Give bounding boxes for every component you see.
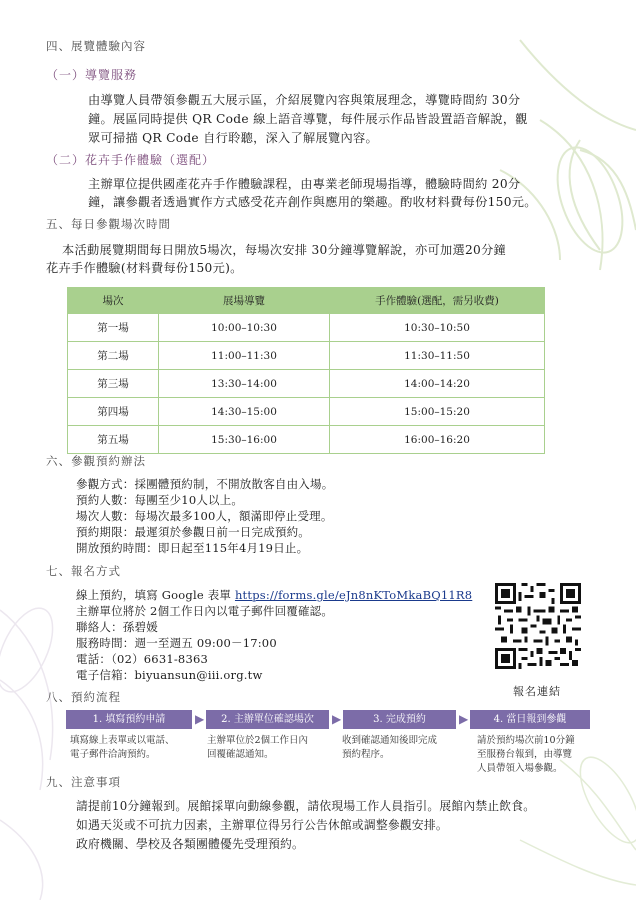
flow-step-4-desc (477, 734, 575, 776)
flow-step-1-desc (70, 734, 175, 762)
qr-caption: 報名連結 (513, 685, 561, 698)
section-6-heading: 六、參觀預約辦法 (46, 454, 146, 468)
sec6-line-4: 預約期限：最遲須於參觀日前一日完成預約。 (76, 525, 310, 539)
arrow-right-icon: ▶ (195, 712, 205, 726)
flow-step-2-desc (207, 734, 308, 762)
cell-workshop: 16:00–16:20 (330, 426, 545, 454)
sec7-line-1 (76, 587, 472, 603)
section-7-heading: 七、報名方式 (46, 564, 121, 578)
section-9-heading: 九、注意事項 (46, 775, 121, 789)
sec7-line-5: 電話：（02）6631-8363 (76, 652, 209, 666)
cell-workshop: 14:00–14:20 (330, 370, 545, 398)
sec6-line-3: 場次人數：每場次最多100人，額滿即停止受理。 (76, 509, 333, 523)
desc-line: 收到確認通知後即完成 (342, 735, 438, 746)
flow-step-3: 3. 完成預約 (343, 710, 456, 729)
table-row (68, 426, 545, 454)
flow-step-1: 1. 填寫預約申請 (66, 710, 192, 729)
sec6-line-1: 參觀方式：採團體預約制，不開放散客自由入場。 (76, 477, 334, 491)
desc-line: 至服務台報到，由導覽 (477, 749, 573, 760)
sub2-line-2: 鐘，讓參觀者透過實作方式感受花卉創作與應用的樂趣。酌收材料費每份150元。 (88, 195, 537, 209)
sub1-line-3: 眾可掃描 QR Code 自行聆聽，深入了解展覽內容。 (88, 131, 378, 145)
desc-line: 請於預約場次前10分鐘 (477, 735, 575, 746)
sub1-line-1: 由導覽人員帶領參觀五大展示區，介紹展覽內容與策展理念，導覽時間約 30分 (88, 93, 521, 107)
cell-session: 第四場 (68, 398, 159, 426)
header-workshop: 手作體驗(選配，需另收費) (330, 288, 545, 314)
arrow-right-icon: ▶ (459, 712, 469, 726)
arrow-right-icon: ▶ (332, 712, 342, 726)
table-row (68, 342, 545, 370)
cell-tour: 10:00–10:30 (159, 314, 330, 342)
cell-workshop: 10:30–10:50 (330, 314, 545, 342)
sec6-line-2: 預約人數：每團至少10人以上。 (76, 493, 244, 507)
cell-workshop: 15:00–15:20 (330, 398, 545, 426)
section-4-sub2-heading: （二）花卉手作體驗（選配） (46, 153, 216, 167)
desc-line: 電子郵件洽詢預約。 (70, 749, 156, 760)
cell-session: 第一場 (68, 314, 159, 342)
section-5-heading: 五、每日參觀場次時間 (46, 217, 171, 231)
section-4-heading: 四、展覽體驗內容 (46, 39, 146, 53)
desc-line: 回覆確認通知。 (207, 749, 274, 760)
sec9-line-2: 如遇天災或不可抗力因素，主辦單位得另行公告休館或調整參觀安排。 (76, 818, 448, 832)
desc-line: 人員帶領入場參觀。 (477, 763, 563, 774)
schedule-table (67, 287, 545, 454)
sec7-line-3: 聯絡人：孫碧媛 (76, 620, 158, 634)
sec7-line-2: 主辦單位將於 2個工作日內以電子郵件回覆確認。 (76, 604, 334, 618)
flow-step-3-desc (342, 734, 437, 762)
sub2-line-1: 主辦單位提供國產花卉手作體驗課程，由專業老師現場指導，體驗時間約 20分 (88, 177, 521, 191)
section-8-heading: 八、預約流程 (46, 690, 121, 704)
sec7-line-4: 服務時間：週一至週五 09:00－17:00 (76, 636, 277, 650)
cell-tour: 13:30–14:00 (159, 370, 330, 398)
table-row (68, 314, 545, 342)
sec6-line-5: 開放預約時間：即日起至115年4月19日止。 (76, 541, 309, 555)
cell-workshop: 11:30–11:50 (330, 342, 545, 370)
flow-step-2: 2. 主辦單位確認場次 (206, 710, 329, 729)
sec5-line-2: 花卉手作體驗(材料費每份150元)。 (46, 261, 243, 275)
sec5-line-1: 本活動展覽期間每日開放5場次，每場次安排 30分鐘導覽解說，亦可加選20分鐘 (62, 243, 507, 257)
flow-step-4: 4. 當日報到參觀 (470, 710, 590, 729)
cell-session: 第二場 (68, 342, 159, 370)
qr-code-icon[interactable] (495, 583, 581, 669)
sec9-line-3: 政府機關、學校及各類團體優先受理預約。 (76, 837, 304, 851)
header-guided-tour: 展場導覽 (159, 288, 330, 314)
sub1-line-2: 鐘。展區同時提供 QR Code 線上語音導覽，每件展示作品皆設置語音解說，觀 (88, 112, 528, 126)
table-row (68, 370, 545, 398)
sec7-line-6: 電子信箱：biyuansun@iii.org.tw (76, 668, 263, 682)
table-header-row (68, 288, 545, 314)
section-4-sub1-heading: （一）導覽服務 (46, 68, 138, 82)
cell-session: 第五場 (68, 426, 159, 454)
cell-tour: 11:00–11:30 (159, 342, 330, 370)
desc-line: 填寫線上表單或以電話、 (70, 735, 175, 746)
form-intro-text: 線上預約，填寫 Google 表單 (76, 588, 235, 602)
sec9-line-1: 請提前10分鐘報到。展館採單向動線參觀，請依現場工作人員指引。展館內禁止飲食。 (76, 799, 536, 813)
desc-line: 預約程序。 (342, 749, 390, 760)
cell-tour: 14:30–15:00 (159, 398, 330, 426)
cell-tour: 15:30–16:00 (159, 426, 330, 454)
google-form-link[interactable]: https://forms.gle/eJn8nKToMkaBQ11R8 (234, 588, 473, 602)
cell-session: 第三場 (68, 370, 159, 398)
desc-line: 主辦單位於2個工作日內 (207, 735, 309, 746)
table-row (68, 398, 545, 426)
header-session: 場次 (68, 288, 159, 314)
